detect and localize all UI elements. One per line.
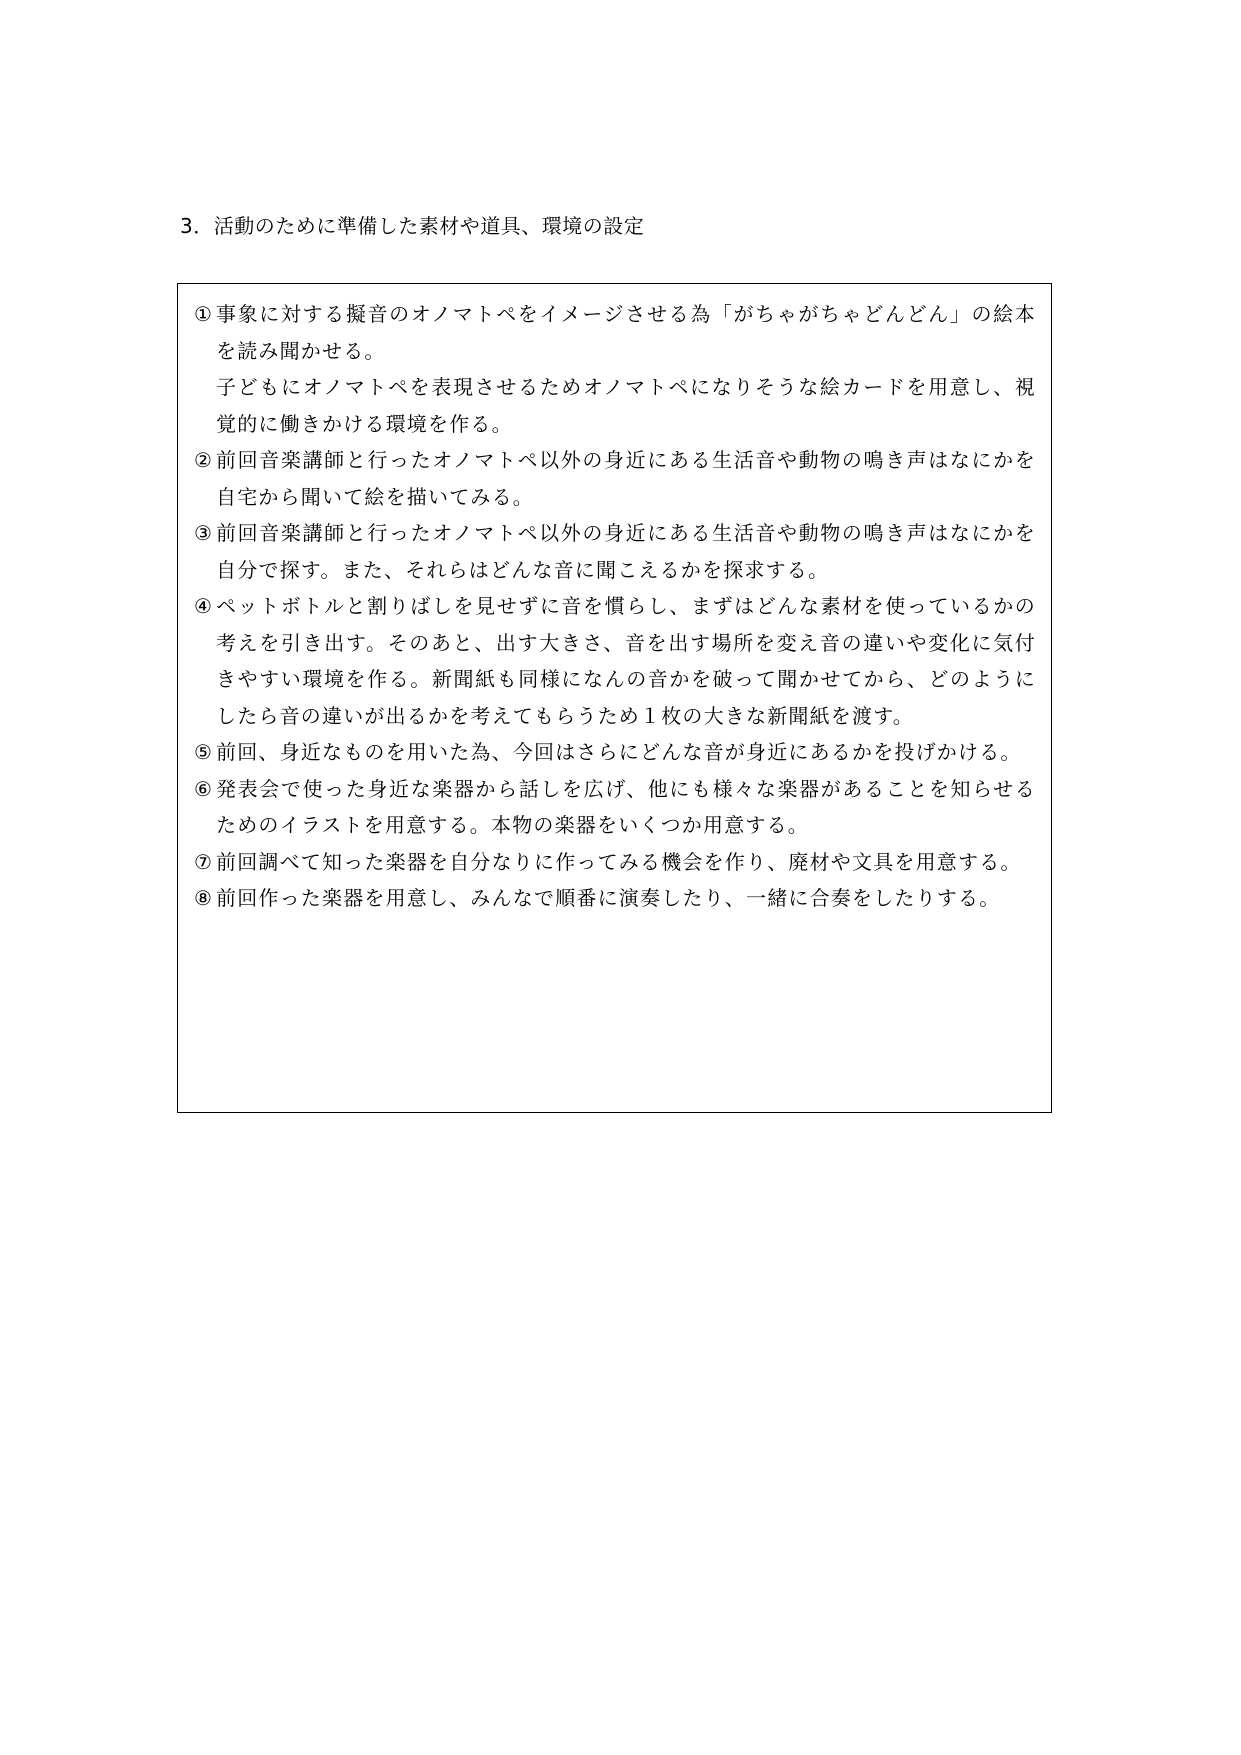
- item-number: ②: [194, 448, 214, 472]
- list-item: [194, 734, 1036, 771]
- list-item: [194, 771, 1036, 844]
- list-item: [194, 588, 1036, 734]
- item-number: ⑥: [194, 776, 214, 801]
- item-text: 前回調べて知った楽器を自分なりに作ってみる機会を作り、廃材や文具を用意する。: [216, 849, 1022, 874]
- list-item: [194, 880, 1036, 917]
- item-text: 発表会で使った身近な楽器から話しを広げ、他にも様々な楽器があることを知らせるためのイラストを用意する。本物の楽器をいくつか用意する。: [216, 776, 1036, 837]
- list-item: [194, 844, 1036, 881]
- item-number: ⑦: [194, 849, 214, 874]
- item-text: ペットボトルと割りばしを見せずに音を慣らし、まずはどんな素材を使っているかの考えを引き出す。そのあと、出す大きさ、音を出す場所を変え音の違いや変化に気付きやすい環境を作る。新聞紙も同様になんの音かを破って聞かせてから、どのようにしたら音の違いが出るかを考えてもらうため１枚の大きな新聞紙を渡す。: [216, 594, 1036, 728]
- item-text: 前回作った楽器を用意し、みんなで順番に演奏したり、一緒に合奏をしたりする。: [216, 886, 1001, 910]
- list-item: [194, 296, 1036, 442]
- item-text-continuation: 子どもにオノマトペを表現させるためオノマトペになりそうな絵カードを用意し、視覚的に働きかける環境を作る。: [216, 375, 1036, 436]
- item-text: 事象に対する擬音のオノマトペをイメージさせる為「がちゃがちゃどんどん」の絵本を読み聞かせる。: [216, 302, 1036, 363]
- item-text: 前回音楽講師と行ったオノマトペ以外の身近にある生活音や動物の鳴き声はなにかを自宅から聞いて絵を描いてみる。: [216, 448, 1036, 509]
- item-text: 前回、身近なものを用いた為、今回はさらにどんな音が身近にあるかを投げかける。: [216, 740, 1022, 764]
- list-item: [194, 515, 1036, 588]
- item-number: ①: [194, 302, 214, 326]
- item-list: [194, 296, 1036, 917]
- list-item: [194, 442, 1036, 515]
- item-number: ④: [194, 594, 214, 618]
- section-heading: 3．活動のために準備した素材や道具、環境の設定: [180, 214, 645, 238]
- item-number: ⑧: [194, 886, 214, 910]
- item-number: ③: [194, 521, 214, 545]
- item-number: ⑤: [194, 740, 214, 764]
- item-text: 前回音楽講師と行ったオノマトペ以外の身近にある生活音や動物の鳴き声はなにかを自分で探す。また、それらはどんな音に聞こえるかを探求する。: [216, 521, 1036, 582]
